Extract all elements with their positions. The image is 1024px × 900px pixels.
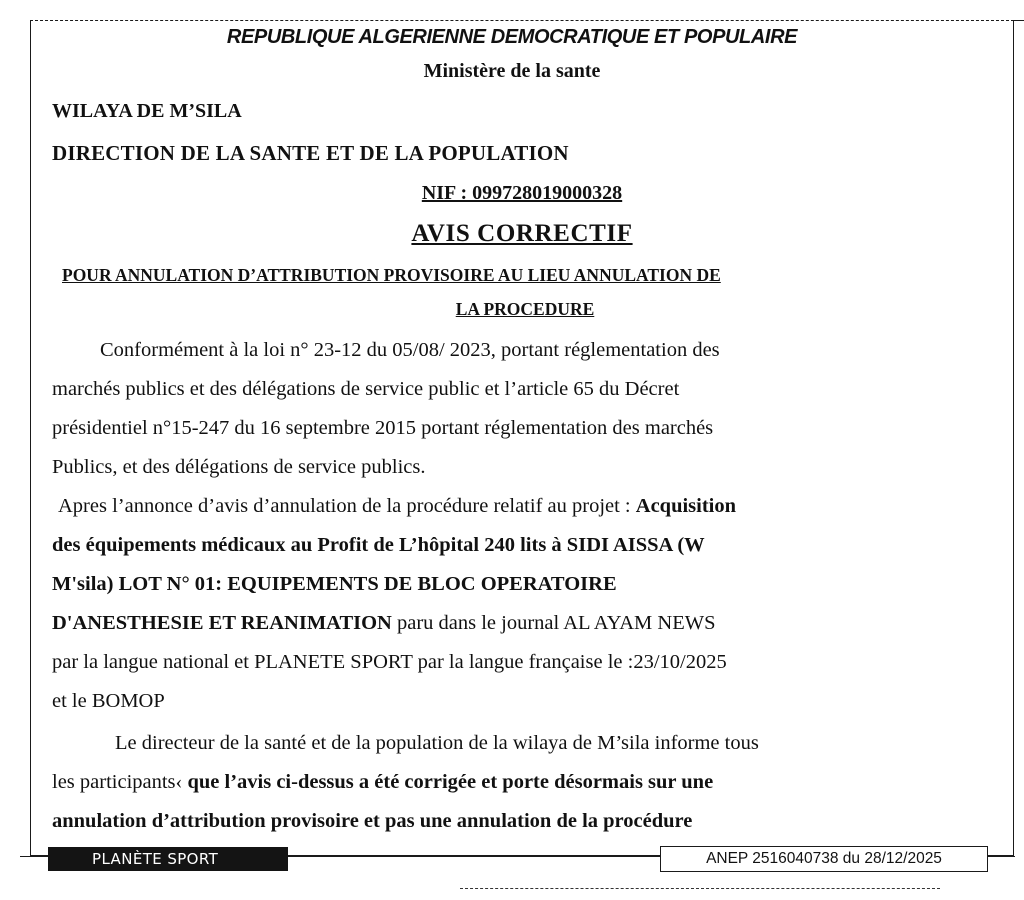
paragraph3-line2 [52,771,713,794]
frame-edge [1013,20,1024,23]
newspaper-brand: PLANÈTE SPORT [48,847,288,871]
paragraph2-line6: et le BOMOP [52,690,165,712]
scan-artifact-line [460,888,940,889]
paragraph3-line1: Le directeur de la santé et de la population de la wilaya de M’sila informe tous [115,732,759,754]
project-lot: M'sila) LOT N° 01: EQUIPEMENTS DE BLOC OPERATOIRE [52,573,617,595]
project-lot-end: D'ANESTHESIE ET REANIMATION [52,612,392,634]
direction-heading: DIRECTION DE LA SANTE ET DE LA POPULATION [52,141,569,165]
paragraph1-line4: Publics, et des délégations de service publics. [52,456,426,478]
paragraph1-line3: présidentiel n°15-247 du 16 septembre 2015 portant réglementation des marchés [52,417,714,439]
ministry-heading: Ministère de la sante [423,60,601,82]
anep-reference: ANEP 2516040738 du 28/12/2025 [660,846,988,872]
paragraph1-line2: marchés publics et des délégations de service public et l’article 65 du Décret [52,378,680,400]
project-title-line2: des équipements médicaux au Profit de L’hôpital 240 lits à SIDI AISSA (W [52,534,705,556]
notice-subtitle-line2: LA PROCEDURE [455,299,595,319]
paragraph2-line1 [58,495,736,518]
correction-statement: que l’avis ci-dessus a été corrigée et porte désormais sur une [187,771,714,793]
journal-mention: paru dans le journal AL AYAM NEWS [391,612,716,634]
paragraph2-intro: Apres l’annonce d’avis d’annulation de la procédure relatif au projet : [58,495,636,517]
wilaya-heading: WILAYA DE M’SILA [52,100,242,122]
paragraph2-line4 [52,612,715,635]
republic-heading: REPUBLIQUE ALGERIENNE DEMOCRATIQUE ET POPULAIRE [226,26,798,48]
nif-number: NIF : 099728019000328 [421,182,623,204]
participants-text: les participants‹ [52,771,188,793]
notice-title: AVIS CORRECTIF [411,220,633,247]
paragraph2-line2 [52,534,705,557]
paragraph3-line3 [52,810,692,833]
notice-subtitle-line1: POUR ANNULATION D’ATTRIBUTION PROVISOIRE AU LIEU ANNULATION DE [62,265,721,285]
paragraph1-line1: Conformément à la loi n° 23-12 du 05/08/ 2023, portant réglementation des [100,339,720,361]
paragraph2-line3 [52,573,617,596]
project-title-start: Acquisition [635,495,737,517]
paragraph2-line5: par la langue national et PLANETE SPORT par la langue française le :23/10/2025 [52,651,727,673]
correction-statement-end: annulation d’attribution provisoire et pas une annulation de la procédure [52,810,693,832]
